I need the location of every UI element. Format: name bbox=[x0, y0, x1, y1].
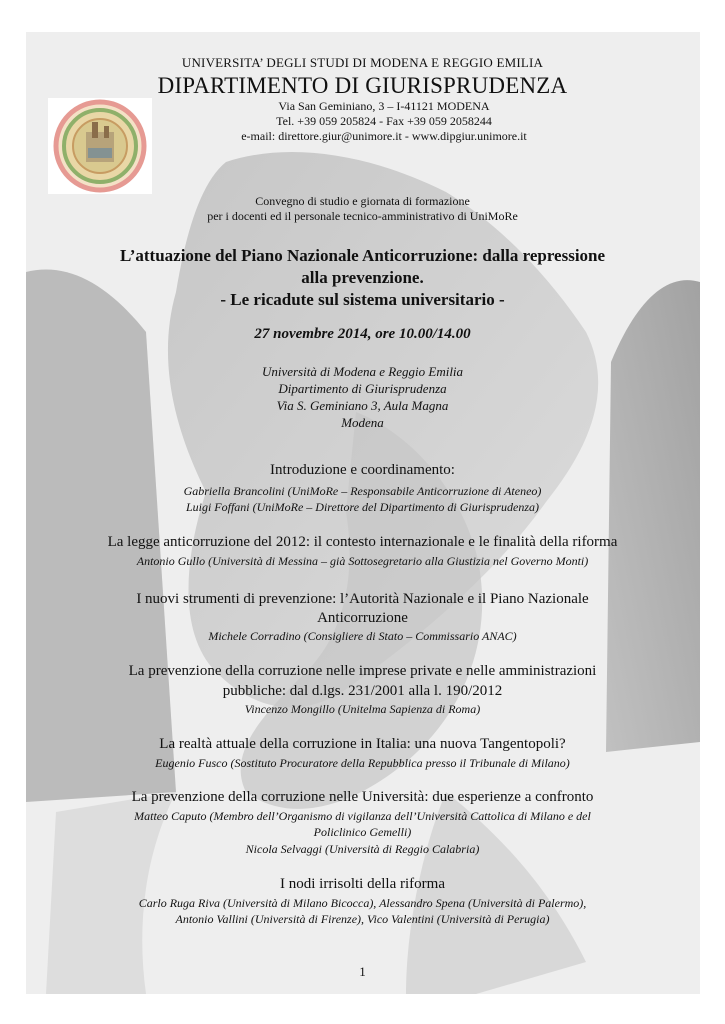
section-6-speaker-1a: Matteo Caputo (Membro dell’Organismo di vigilanza dell’Università Cattolica di Milano e del bbox=[134, 809, 591, 823]
section-5-title: La realtà attuale della corruzione in Italia: una nuova Tangentopoli? bbox=[159, 736, 566, 752]
venue-line-1: Università di Modena e Reggio Emilia bbox=[261, 364, 464, 379]
venue-line-3: Via S. Geminiano 3, Aula Magna bbox=[276, 398, 449, 413]
section-7-speaker-1: Carlo Ruga Riva (Università di Milano Bicocca), Alessandro Spena (Università di Palermo), bbox=[138, 896, 587, 910]
title-line-1: L’attuazione del Piano Nazionale Anticorruzione: dalla repressione bbox=[119, 246, 606, 265]
section-1-speaker-2: Luigi Foffani (UniMoRe – Direttore del Dipartimento di Giurisprudenza) bbox=[185, 500, 540, 514]
section-5-speaker-1: Eugenio Fusco (Sostituto Procuratore della Repubblica presso il Tribunale di Milano) bbox=[155, 756, 570, 770]
department-phone: Tel. +39 059 205824 - Fax +39 059 2058244 bbox=[276, 114, 492, 128]
section-4-title-1: La prevenzione della corruzione nelle imprese private e nelle amministrazioni bbox=[128, 663, 597, 679]
section-1-speaker-1: Gabriella Brancolini (UniMoRe – Responsabile Anticorruzione di Ateneo) bbox=[183, 484, 542, 498]
venue-line-4: Modena bbox=[341, 415, 384, 430]
department-name: DIPARTIMENTO DI GIURISPRUDENZA bbox=[157, 73, 568, 98]
section-6-speaker-1b: Policlinico Gemelli) bbox=[313, 825, 412, 839]
department-address: Via San Geminiano, 3 – I-41121 MODENA bbox=[278, 99, 490, 113]
page-number: 1 bbox=[359, 964, 366, 979]
title-line-3: - Le ricadute sul sistema universitario - bbox=[220, 290, 505, 309]
section-7-speaker-2: Antonio Vallini (Università di Firenze), Vico Valentini (Università di Perugia) bbox=[175, 912, 550, 926]
section-3-speaker-1: Michele Corradino (Consigliere di Stato – Commissario ANAC) bbox=[208, 629, 517, 643]
intro-line-1: Convegno di studio e giornata di formazione bbox=[255, 194, 470, 208]
section-2-title: La legge anticorruzione del 2012: il contesto internazionale e le finalità della riforma bbox=[107, 534, 618, 550]
event-date: 27 novembre 2014, ore 10.00/14.00 bbox=[254, 326, 471, 342]
intro-line-2: per i docenti ed il personale tecnico-amministrativo di UniMoRe bbox=[207, 209, 518, 223]
section-4-speaker-1: Vincenzo Mongillo (Unitelma Sapienza di Roma) bbox=[244, 702, 481, 716]
university-name: UNIVERSITA’ DEGLI STUDI DI MODENA E REGGIO EMILIA bbox=[181, 55, 544, 70]
section-2-speaker-1: Antonio Gullo (Università di Messina – già Sottosegretario alla Giustizia nel Governo Monti) bbox=[136, 554, 589, 568]
section-6-title: La prevenzione della corruzione nelle Università: due esperienze a confronto bbox=[131, 789, 594, 805]
section-1-title: Introduzione e coordinamento: bbox=[270, 462, 455, 478]
venue-line-2: Dipartimento di Giurisprudenza bbox=[278, 381, 447, 396]
department-email[interactable]: e-mail: direttore.giur@unimore.it - www.dipgiur.unimore.it bbox=[241, 129, 527, 143]
section-3-title-2: Anticorruzione bbox=[317, 610, 408, 626]
title-line-2: alla prevenzione. bbox=[301, 268, 424, 287]
section-4-title-2: pubbliche: dal d.lgs. 231/2001 alla l. 190/2012 bbox=[222, 683, 503, 699]
section-7-title: I nodi irrisolti della riforma bbox=[280, 876, 445, 892]
section-6-speaker-2: Nicola Selvaggi (Università di Reggio Calabria) bbox=[245, 842, 480, 856]
section-3-title-1: I nuovi strumenti di prevenzione: l’Autorità Nazionale e il Piano Nazionale bbox=[136, 591, 589, 607]
